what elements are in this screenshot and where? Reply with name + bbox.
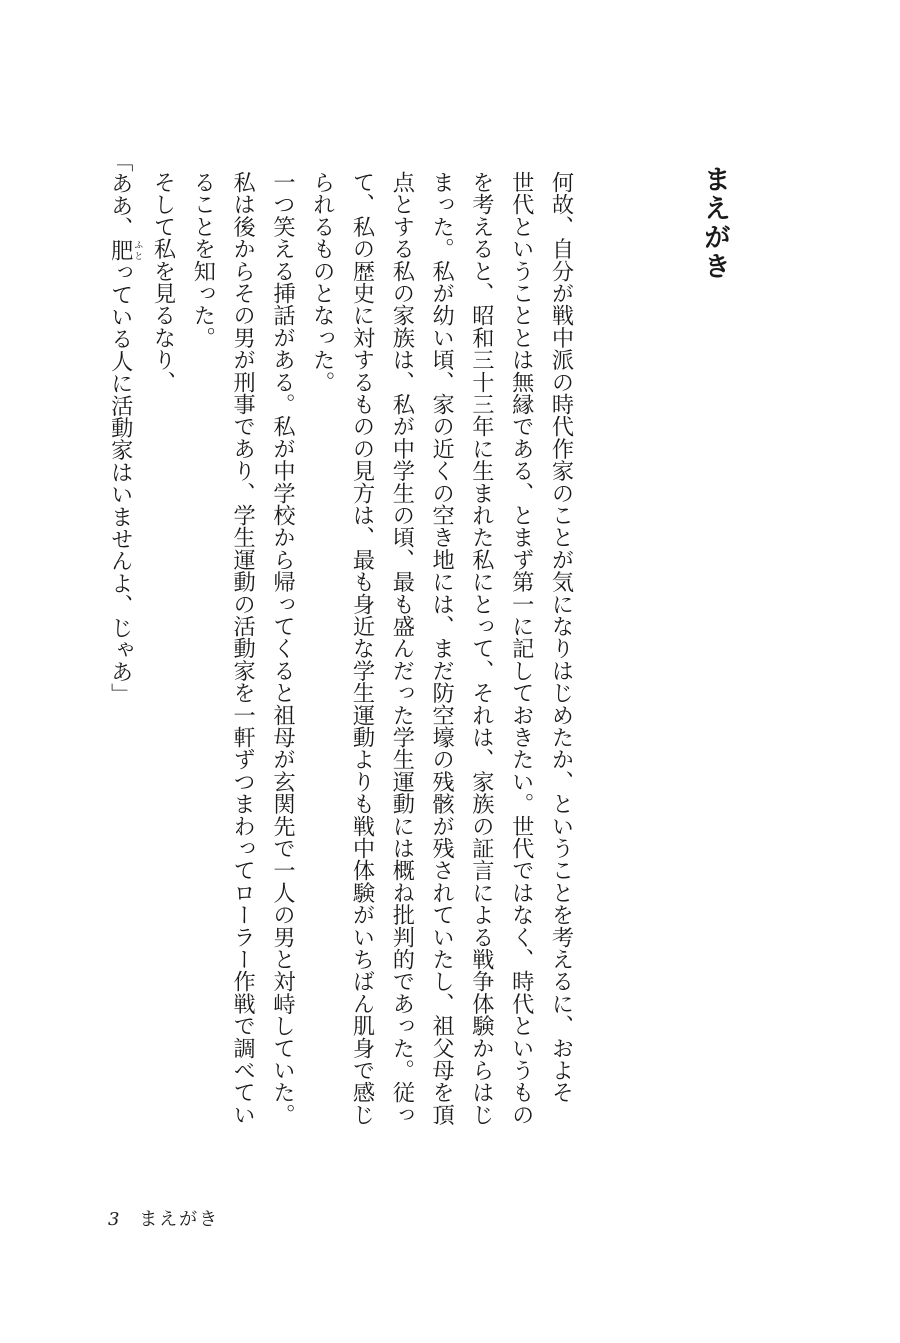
page-footer <box>108 1205 219 1231</box>
text-fragment: っている人に活動家はいませんよ、じゃあ」 <box>107 261 134 706</box>
text-line: 点とする私の家族は、私が中学生の頃、最も盛んだった学生運動には概ね批判的であった。従っ <box>388 171 415 1126</box>
ruby-annotation <box>107 238 143 262</box>
ruby-base: 肥 <box>107 238 134 262</box>
body-text <box>99 140 580 1200</box>
text-line: 一つ笑える挿話がある。私が中学校から帰ってくると祖母が玄関先で一人の男と対峙していた。 <box>269 171 296 1126</box>
chapter-heading: まえがき <box>699 165 730 281</box>
text-line: そして私を見るなり、 <box>150 171 177 393</box>
running-title: まえがき <box>139 1209 220 1230</box>
text-line: ることを知った。 <box>189 171 216 349</box>
paragraph-4 <box>99 140 142 1200</box>
text-line: 世代ということとは無縁である、とまず第一に記しておきたい。世代ではなく、時代というもの <box>508 171 535 1126</box>
text-line: て、私の歴史に対するものの見方は、最も身近な学生運動よりも戦中体験がいちばん肌身で感じ <box>349 171 376 1126</box>
text-fragment: 「ああ、 <box>107 150 134 239</box>
paragraph-3 <box>142 140 182 1200</box>
text-line: 私は後からその男が刑事であり、学生運動の活動家を一軒ずつまわってローラー作戦で調べてい <box>229 171 256 1126</box>
paragraph-1 <box>301 140 580 1200</box>
page-number: 3 <box>108 1209 122 1230</box>
text-line: まった。私が幼い頃、家の近くの空き地には、まだ防空壕の残骸が残されていたし、祖父母を頂 <box>428 171 455 1126</box>
paragraph-2 <box>182 140 301 1200</box>
ruby-reading: ふと <box>132 238 143 262</box>
text-line: られるものとなった。 <box>309 171 336 393</box>
text-line: を考えると、昭和三十三年に生まれた私にとって、それは、家族の証言による戦争体験からはじ <box>468 171 495 1126</box>
text-line: 何故、自分が戦中派の時代作家のことが気になりはじめたか、ということを考えるに、およそ <box>548 171 574 1104</box>
